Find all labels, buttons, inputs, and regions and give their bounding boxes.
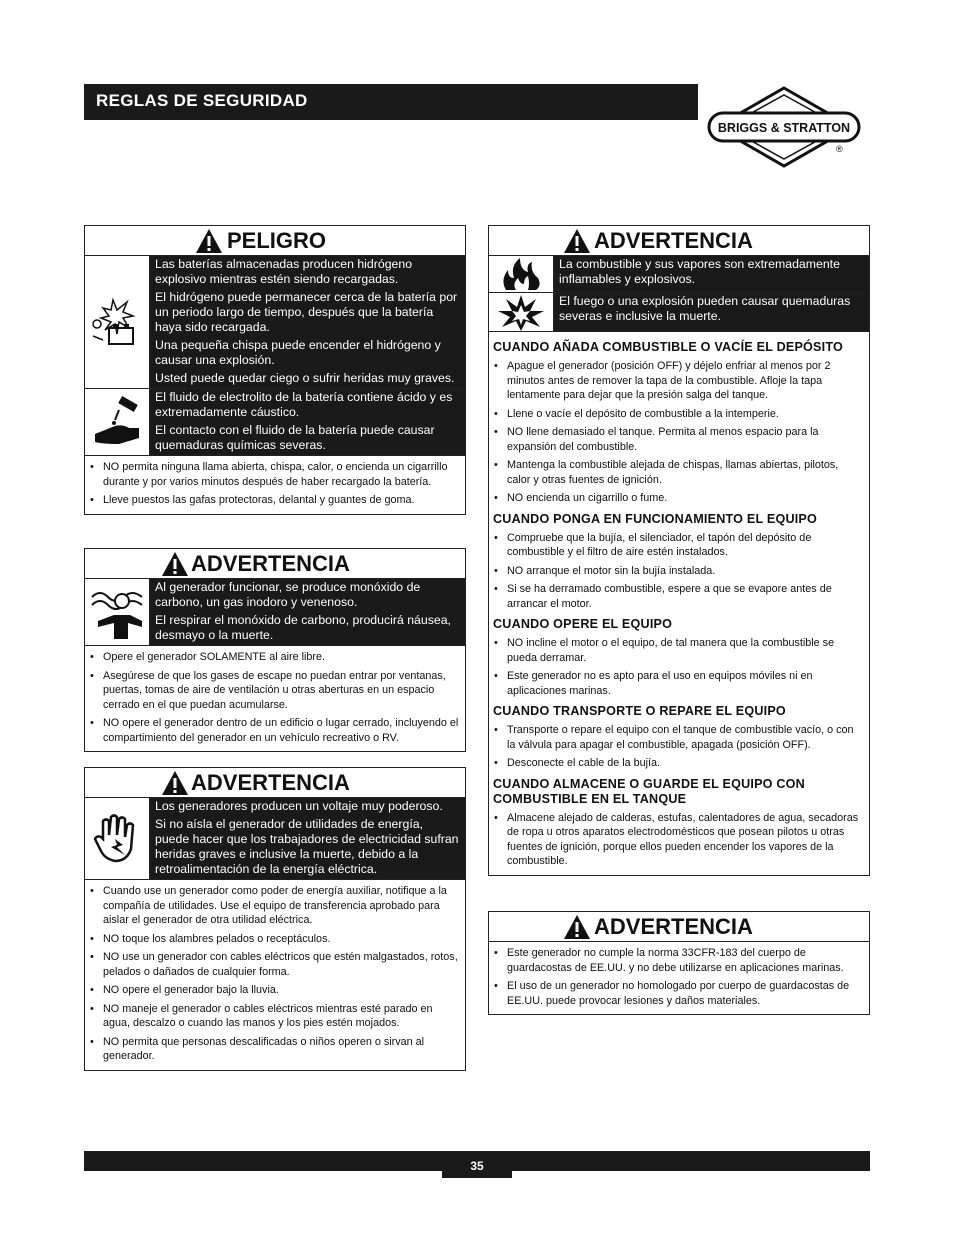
section-header (84, 84, 698, 120)
hazard-paragraph: Los generadores producen un voltaje muy poderoso. (155, 799, 443, 813)
list-item: • NO opere el generador bajo la lluvia. (89, 983, 459, 998)
marine-bullet-list (489, 942, 869, 1014)
advertencia-fuel-box (488, 225, 870, 876)
list-item: • Opere el generador SOLAMENTE al aire libre. (89, 650, 459, 665)
advertencia-title: ADVERTENCIA (191, 551, 350, 576)
list-item: • Transporte o repare el equipo con el tanque de combustible vacío, o con la válvula para apagar el combustible, apagada (posición OFF). (493, 723, 863, 752)
list-item: • Compruebe que la bujía, el silenciador, el tapón del depósito de combustible y el filtro de aire estén instalados. (493, 531, 863, 560)
list-item: • NO opere el generador dentro de un edificio o lugar cerrado, incluyendo el compartimiento del generador en un vehículo recreativo o RV. (89, 716, 459, 745)
hazard-row-fire (489, 256, 869, 293)
advertencia-title-bar (489, 912, 869, 942)
list-item: • NO maneje el generador o cables eléctricos mientras esté parado en agua, descalzo o cuando las manos y los pies estén mojados. (89, 1002, 459, 1031)
electric-shock-icon (89, 809, 145, 869)
hazard-row-acid (85, 389, 465, 456)
hazard-paragraph: Una pequeña chispa puede encender el hidrógeno y causar una explosión. (155, 338, 441, 367)
peligro-bullet-list (85, 456, 465, 514)
advertencia-title: ADVERTENCIA (191, 770, 350, 795)
list-item: • Almacene alejado de calderas, estufas, calentadores de agua, secadoras de ropa u otros aparatos electrodomésticos que posean pilotos u otras fuentes de ignición, porque ellos pueden encender los vapores de la combustible. (493, 811, 863, 869)
advertencia-co-box (84, 548, 466, 752)
peligro-title: PELIGRO (227, 228, 327, 253)
hazard-paragraph: Las baterías almacenadas producen hidrógeno explosivo mientras estén siendo recargadas. (155, 257, 413, 286)
list-item: • NO toque los alambres pelados o receptáculos. (89, 932, 459, 947)
peligro-title-bar (85, 226, 465, 256)
section-heading: CUANDO OPERE EL EQUIPO (493, 617, 673, 631)
list-item: • Este generador no es apto para el uso en equipos móviles ni en aplicaciones marinas. (493, 669, 863, 698)
explosion-icon (89, 294, 145, 350)
list-item: • Este generador no cumple la norma 33CFR-183 del cuerpo de guardacostas de EE.UU. y no debe utilizarse en aplicaciones marinas. (493, 946, 863, 975)
hazard-paragraph: El contacto con el fluido de la batería puede causar quemaduras químicas severas. (155, 423, 435, 452)
warning-triangle-icon (195, 228, 223, 254)
fuel-bullet-list (489, 632, 869, 704)
hazard-text (150, 798, 465, 879)
list-item: • NO incline el motor o el equipo, de tal manera que la combustible se pueda derramar. (493, 636, 863, 665)
advertencia-elec-box (84, 767, 466, 1071)
hazard-text (150, 256, 465, 388)
fuel-bullet-list (489, 719, 869, 777)
list-item: • NO use un generador con cables eléctricos que estén malgastados, rotos, pelados o dañados de cualquier forma. (89, 950, 459, 979)
hazard-row-electric (85, 798, 465, 880)
warning-triangle-icon (161, 770, 189, 796)
toxic-fumes-icon (88, 583, 146, 641)
hazard-text (554, 256, 869, 292)
acid-burn-icon (89, 394, 145, 450)
section-heading: CUANDO AÑADA COMBUSTIBLE O VACÍE EL DEPÓSITO (493, 340, 844, 354)
advertencia-title-bar (489, 226, 869, 256)
hazard-text (150, 389, 465, 455)
hazard-paragraph: Si no aísla el generador de utilidades de energía, puede hacer que los trabajadores de electricidad sufran heridas graves e inclusive la muerte, debido a la retroalimentación de la energía eléctrica. (155, 817, 459, 876)
advertencia-marine-box (488, 911, 870, 1015)
advertencia-title-bar (85, 549, 465, 579)
hazard-paragraph: Usted puede quedar ciego o sufrir heridas muy graves. (155, 371, 455, 385)
hazard-row-explosion (85, 256, 465, 389)
warning-triangle-icon (563, 914, 591, 940)
list-item: • Llene o vacíe el depósito de combustible a la intemperie. (493, 407, 863, 422)
list-item: • Lleve puestos las gafas protectoras, delantal y guantes de goma. (89, 493, 459, 508)
warning-triangle-icon (161, 551, 189, 577)
fuel-bullet-list (489, 355, 869, 512)
fuel-bullet-list (489, 807, 869, 875)
page-number: 35 (442, 1154, 512, 1178)
advertencia-title-bar (85, 768, 465, 798)
section-title: REGLAS DE SEGURIDAD (96, 91, 308, 110)
advertencia-title: ADVERTENCIA (594, 228, 753, 253)
logo-text: BRIGGS & STRATTON (717, 121, 851, 135)
hazard-paragraph: El fluido de electrolito de la batería contiene ácido y es extremadamente cáustico. (155, 390, 453, 419)
warning-triangle-icon (563, 228, 591, 254)
list-item: • El uso de un generador no homologado por cuerpo de guardacostas de EE.UU. puede provocar lesiones y daños materiales. (493, 979, 863, 1008)
list-item: • Apague el generador (posición OFF) y déjelo enfriar al menos por 2 minutos antes de remover la tapa de la combustible. Afloje la tapa lentamente para dejar que la presión salga del tanque. (493, 359, 863, 403)
fire-icon (496, 256, 546, 292)
list-item: • Mantenga la combustible alejada de chispas, llamas abiertas, pilotos, calor y otras fuentes de ignición. (493, 458, 863, 487)
briggs-stratton-logo (706, 86, 862, 176)
hazard-text (150, 579, 465, 645)
list-item: • NO arranque el motor sin la bujía instalada. (493, 564, 863, 579)
explosion-blast-icon (496, 293, 546, 331)
list-item: • NO permita ninguna llama abierta, chispa, calor, o encienda un cigarrillo durante y por varios minutos después de haber recargado la batería. (89, 460, 459, 489)
section-heading: CUANDO ALMACENE O GUARDE EL EQUIPO CON COMBUSTIBLE EN EL TANQUE (493, 776, 805, 806)
peligro-box (84, 225, 466, 515)
list-item: • Cuando use un generador como poder de energía auxiliar, notifique a la compañía de utilidades. Use el equipo de transferencia aprobado para aislar el generador de otra utilidad eléctrica. (89, 884, 459, 928)
fuel-bullet-list (489, 527, 869, 618)
hazard-paragraph: El fuego o una explosión pueden causar quemaduras severas e inclusive la muerte. (559, 294, 851, 323)
hazard-paragraph: El respirar el monóxido de carbono, producirá náusea, desmayo o la muerte. (155, 613, 451, 642)
list-item: • NO llene demasiado el tanque. Permita al menos espacio para la expansión del combustible. (493, 425, 863, 454)
hazard-text (554, 293, 869, 331)
co-bullet-list (85, 646, 465, 751)
list-item: • NO permita que personas descalificadas o niños operen o sirvan al generador. (89, 1035, 459, 1064)
elec-bullet-list (85, 880, 465, 1070)
section-heading: CUANDO TRANSPORTE O REPARE EL EQUIPO (493, 704, 786, 718)
hazard-row-blast (489, 293, 869, 332)
hazard-row-co (85, 579, 465, 646)
hazard-paragraph: Al generador funcionar, se produce monóxido de carbono, un gas inodoro y venenoso. (155, 580, 421, 609)
fuel-sections (489, 332, 869, 875)
hazard-paragraph: La combustible y sus vapores son extremadamente inflamables y explosivos. (559, 257, 840, 286)
registered-mark: ® (836, 144, 843, 154)
list-item: • Desconecte el cable de la bujía. (493, 756, 863, 771)
list-item: • Si se ha derramado combustible, espere a que se evapore antes de arrancar el motor. (493, 582, 863, 611)
list-item: • Asegúrese de que los gases de escape no puedan entrar por ventanas, puertas, tomas de aire de ventilación u otras aberturas en un espacio cerrado en el que puedan acumularse. (89, 669, 459, 713)
advertencia-title: ADVERTENCIA (594, 914, 753, 939)
list-item: • NO encienda un cigarrillo o fume. (493, 491, 863, 506)
hazard-paragraph: El hidrógeno puede permanecer cerca de la batería por un periodo largo de tiempo, después que la batería haya sido recargada. (155, 290, 458, 334)
section-heading: CUANDO PONGA EN FUNCIONAMIENTO EL EQUIPO (493, 511, 818, 526)
